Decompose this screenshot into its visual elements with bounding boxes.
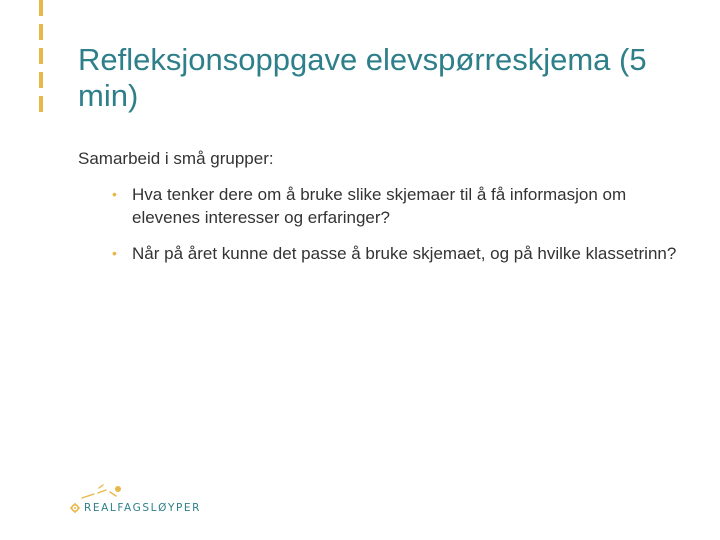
slide-title: Refleksjonsoppgave elevspørreskjema (5 min): [78, 42, 647, 113]
bullet-icon: •: [112, 186, 117, 202]
bullet-text: Hva tenker dere om å bruke slike skjemaer til å få informasjon om elevenes interesser og erfaringer?: [132, 185, 627, 227]
bullet-item: [110, 183, 680, 229]
bullet-item: [110, 242, 680, 265]
logo-text: REALFAGSLØYPER: [84, 502, 202, 514]
accent-bar: [39, 0, 43, 118]
bullet-icon: •: [112, 245, 117, 261]
intro-text: Samarbeid i små grupper:: [78, 149, 274, 168]
realfagsloyper-logo: [70, 484, 230, 524]
bullet-list: [110, 183, 680, 278]
bullet-text: Når på året kunne det passe å bruke skjemaet, og på hvilke klassetrinn?: [132, 244, 677, 263]
